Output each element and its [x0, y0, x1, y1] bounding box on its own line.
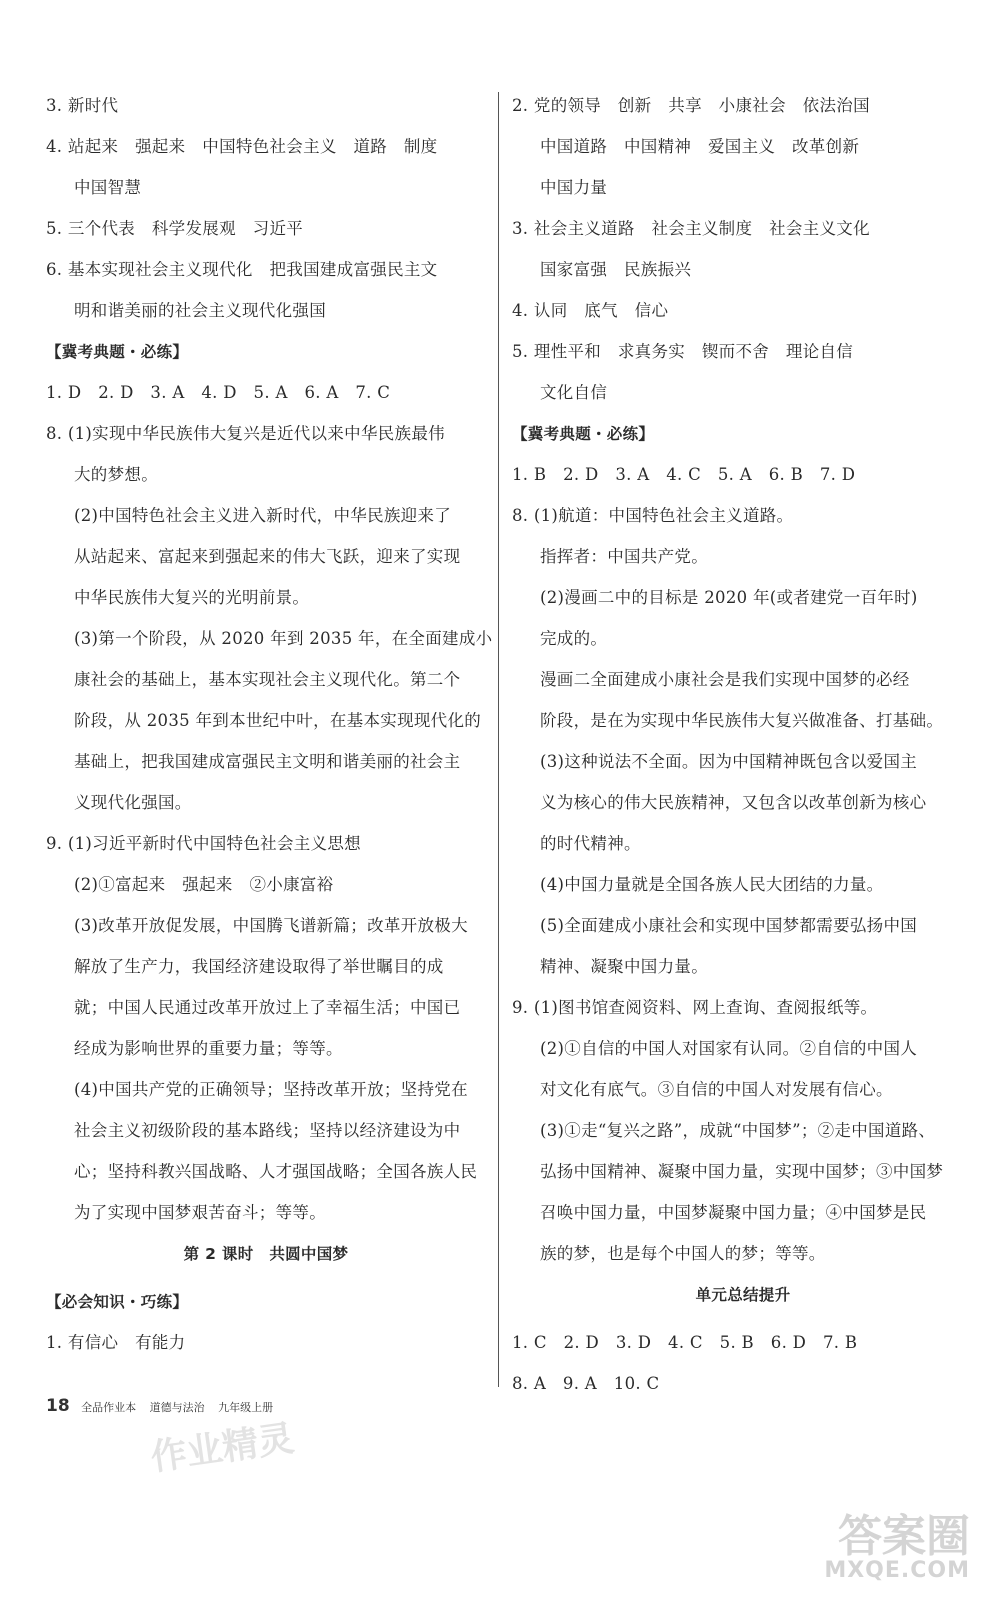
left-column — [46, 96, 493, 1374]
text-line: 4. 认同 底气 信心 — [512, 301, 669, 320]
text-line: 阶段，从 2035 年到本世纪中叶，在基本实现现代化的 — [74, 711, 482, 730]
section-heading: 【冀考典题・必练】 — [46, 343, 189, 361]
text-line: 心；坚持科教兴国战略、人才强国战略；全国各族人民 — [74, 1162, 478, 1181]
text-line: 义为核心的伟大民族精神，又包含以改革创新为核心 — [540, 793, 927, 812]
text-line: (4)中国力量就是全国各族人民大团结的力量。 — [540, 875, 884, 894]
page-footer — [46, 1396, 283, 1416]
text-line: 1. B 2. D 3. A 4. C 5. A 6. B 7. D — [512, 465, 856, 484]
text-line: (2)①自信的中国人对国家有认同。②自信的中国人 — [540, 1039, 918, 1058]
text-line: 1. D 2. D 3. A 4. D 5. A 6. A 7. C — [46, 383, 391, 402]
lesson-title: 单元总结提升 — [695, 1286, 791, 1304]
text-line: 4. 站起来 强起来 中国特色社会主义 道路 制度 — [46, 137, 438, 156]
text-line: 从站起来、富起来到强起来的伟大飞跃，迎来了实现 — [74, 547, 461, 566]
text-line: 1. C 2. D 3. D 4. C 5. B 6. D 7. B — [512, 1333, 858, 1352]
text-line: 康社会的基础上，基本实现社会主义现代化。第二个 — [74, 670, 461, 689]
text-line: 3. 新时代 — [46, 96, 119, 115]
text-line: 就；中国人民通过改革开放过上了幸福生活；中国已 — [74, 998, 461, 1017]
text-line: 基础上，把我国建成富强民主文明和谐美丽的社会主 — [74, 752, 461, 771]
text-line: 8. (1)航道：中国特色社会主义道路。 — [512, 506, 794, 525]
text-line: 为了实现中国梦艰苦奋斗；等等。 — [74, 1203, 326, 1222]
book-title: 全品作业本 — [81, 1401, 137, 1414]
text-line: 社会主义初级阶段的基本路线；坚持以经济建设为中 — [74, 1121, 461, 1140]
page-number: 18 — [46, 1396, 70, 1416]
text-line: 5. 理性平和 求真务实 锲而不舍 理论自信 — [512, 342, 854, 361]
text-line: 中国智慧 — [74, 178, 142, 197]
text-line: 义现代化强国。 — [74, 793, 192, 812]
text-line: 召唤中国力量，中国梦凝聚中国力量；④中国梦是民 — [540, 1203, 927, 1222]
text-line: 指挥者：中国共产党。 — [540, 547, 708, 566]
text-line: (5)全面建成小康社会和实现中国梦都需要弘扬中国 — [540, 916, 918, 935]
text-line: 3. 社会主义道路 社会主义制度 社会主义文化 — [512, 219, 870, 238]
text-line: 8. A 9. A 10. C — [512, 1374, 660, 1393]
text-line: (3)①走“复兴之路”，成就“中国梦”；②走中国道路、 — [540, 1121, 936, 1140]
text-line: 中国道路 中国精神 爱国主义 改革创新 — [540, 137, 860, 156]
text-line: 大的梦想。 — [74, 465, 158, 484]
text-line: 对文化有底气。③自信的中国人对发展有信心。 — [540, 1080, 893, 1099]
grade-label: 九年级上册 — [218, 1401, 274, 1414]
text-line: (3)这种说法不全面。因为中国精神既包含以爱国主 — [540, 752, 918, 771]
lesson-title: 第 2 课时 共圆中国梦 — [183, 1245, 349, 1263]
text-line: 明和谐美丽的社会主义现代化强国 — [74, 301, 326, 320]
text-line: 文化自信 — [540, 383, 608, 402]
section-heading: 【必会知识・巧练】 — [46, 1293, 189, 1311]
text-line: 的时代精神。 — [540, 834, 641, 853]
subject-label: 道德与法治 — [149, 1401, 205, 1414]
text-line: 1. 有信心 有能力 — [46, 1333, 186, 1352]
text-line: 弘扬中国精神、凝聚中国力量，实现中国梦；③中国梦 — [540, 1162, 944, 1181]
watermark-url: MXQE.COM — [824, 1558, 970, 1583]
column-divider — [498, 92, 499, 1387]
text-line: (4)中国共产党的正确领导；坚持改革开放；坚持党在 — [74, 1080, 468, 1099]
text-line: 9. (1)图书馆查阅资料、网上查询、查阅报纸等。 — [512, 998, 878, 1017]
watermark-stamp: 作业精灵 — [148, 1418, 297, 1479]
text-line: 解放了生产力，我国经济建设取得了举世瞩目的成 — [74, 957, 444, 976]
text-line: (3)改革开放促发展，中国腾飞谱新篇；改革开放极大 — [74, 916, 468, 935]
text-line: 2. 党的领导 创新 共享 小康社会 依法治国 — [512, 96, 870, 115]
watermark-logo: 答案圈 — [838, 1511, 970, 1562]
text-line: 漫画二全面建成小康社会是我们实现中国梦的必经 — [540, 670, 910, 689]
right-column — [512, 96, 974, 1415]
text-line: 6. 基本实现社会主义现代化 把我国建成富强民主文 — [46, 260, 438, 279]
text-line: 中国力量 — [540, 178, 608, 197]
section-heading: 【冀考典题・必练】 — [512, 425, 655, 443]
text-line: (2)中国特色社会主义进入新时代，中华民族迎来了 — [74, 506, 452, 525]
text-line: 5. 三个代表 科学发展观 习近平 — [46, 219, 304, 238]
text-line: (3)第一个阶段，从 2020 年到 2035 年，在全面建成小 — [74, 629, 493, 648]
text-line: 阶段，是在为实现中华民族伟大复兴做准备、打基础。 — [540, 711, 944, 730]
text-line: 中华民族伟大复兴的光明前景。 — [74, 588, 310, 607]
text-line: 经成为影响世界的重要力量；等等。 — [74, 1039, 343, 1058]
text-line: (2)漫画二中的目标是 2020 年(或者建党一百年时) — [540, 588, 918, 607]
text-line: 精神、凝聚中国力量。 — [540, 957, 708, 976]
text-line: 族的梦，也是每个中国人的梦；等等。 — [540, 1244, 826, 1263]
text-line: 9. (1)习近平新时代中国特色社会主义思想 — [46, 834, 361, 853]
text-line: (2)①富起来 强起来 ②小康富裕 — [74, 875, 334, 894]
text-line: 完成的。 — [540, 629, 608, 648]
text-line: 8. (1)实现中华民族伟大复兴是近代以来中华民族最伟 — [46, 424, 445, 443]
text-line: 国家富强 民族振兴 — [540, 260, 692, 279]
